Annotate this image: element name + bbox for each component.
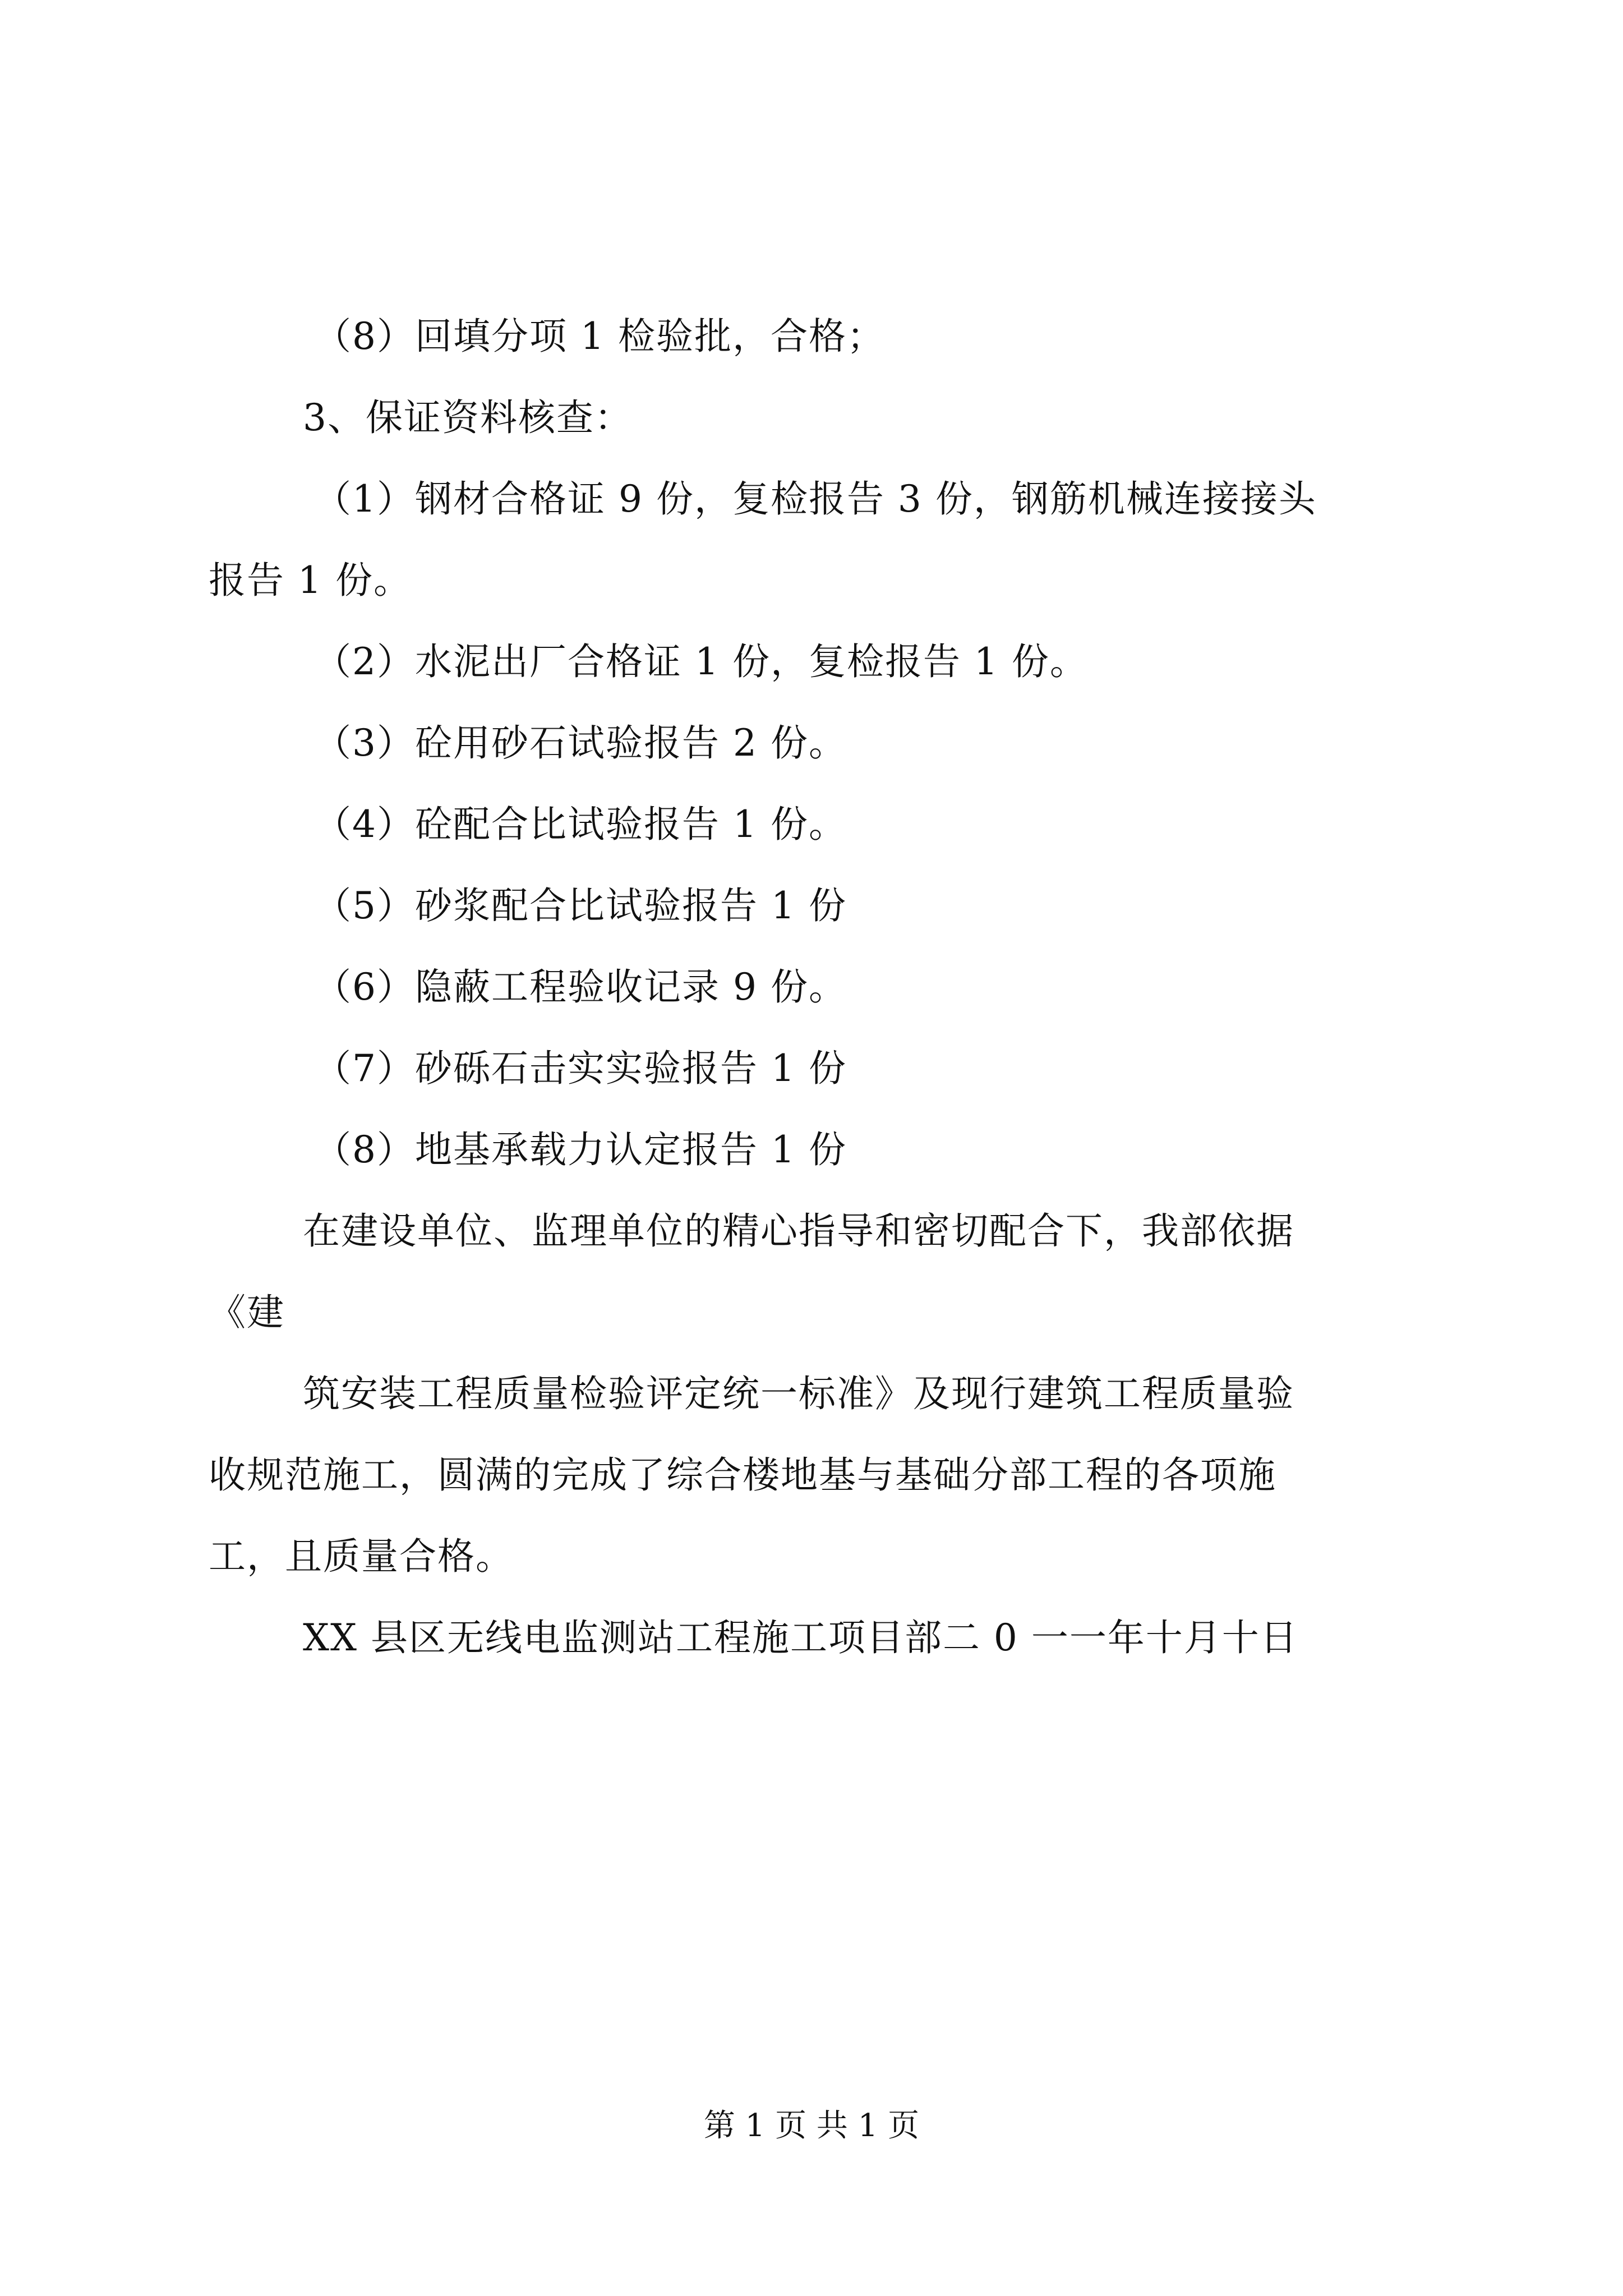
body-line-7: （4）砼配合比试验报告 1 份。	[314, 803, 847, 846]
body-line-9: （6）隐蔽工程验收记录 9 份。	[314, 965, 847, 1009]
body-line-3: （1）钢材合格证 9 份，复检报告 3 份，钢筋机械连接接头	[314, 477, 1317, 521]
body-line-10: （7）砂砾石击实实验报告 1 份	[314, 1047, 847, 1090]
body-line-8: （5）砂浆配合比试验报告 1 份	[314, 884, 847, 927]
body-line-5: （2）水泥出厂合格证 1 份，复检报告 1 份。	[314, 640, 1088, 683]
signature-line: XX 县区无线电监测站工程施工项目部二 0 一一年十月十日	[303, 1616, 1298, 1659]
body-line-16: 工，且质量合格。	[209, 1535, 514, 1578]
body-line-15: 收规范施工，圆满的完成了综合楼地基与基础分部工程的各项施	[209, 1453, 1276, 1497]
body-line-11: （8）地基承载力认定报告 1 份	[314, 1128, 847, 1171]
body-line-1: （8）回填分项 1 检验批，合格；	[314, 315, 885, 358]
body-line-4: 报告 1 份。	[209, 559, 412, 602]
section-heading: 3、保证资料核查：	[303, 396, 633, 439]
body-line-14: 筑安装工程质量检验评定统一标准》及现行建筑工程质量验	[303, 1372, 1294, 1415]
body-line-13: 《建	[209, 1291, 285, 1334]
page-footer: 第 1 页 共 1 页	[703, 2108, 920, 2144]
body-line-6: （3）砼用砂石试验报告 2 份。	[314, 721, 847, 765]
body-line-12: 在建设单位、监理单位的精心指导和密切配合下，我部依据	[303, 1209, 1294, 1253]
